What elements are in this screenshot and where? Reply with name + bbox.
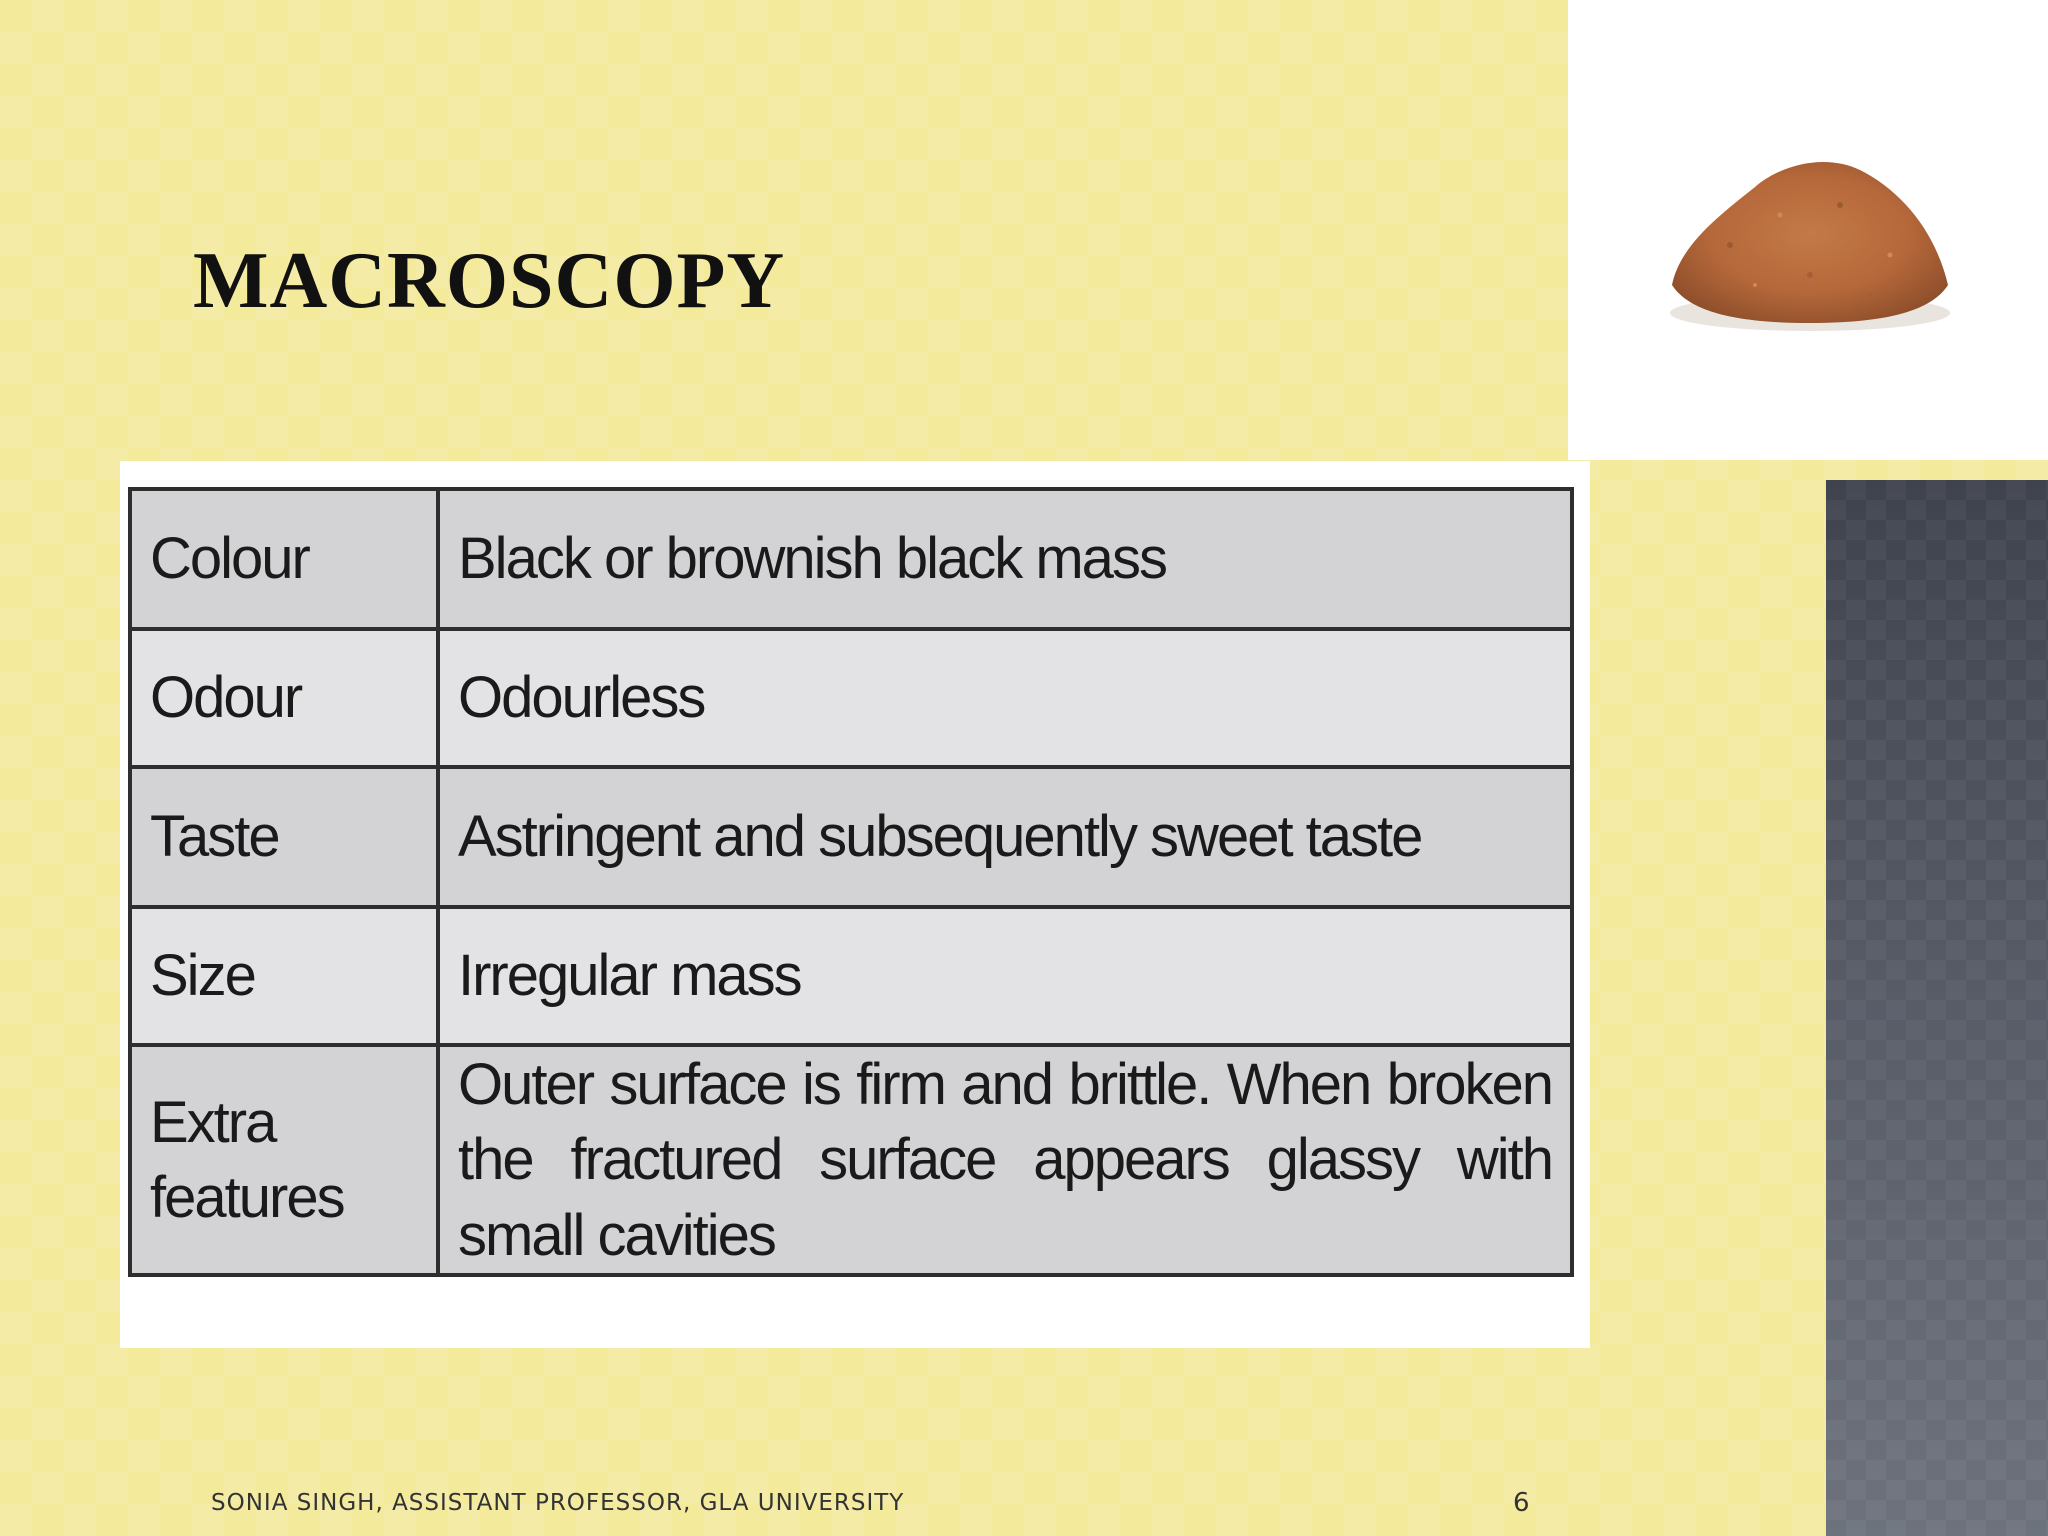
row-label-cell: Size: [130, 907, 438, 1045]
table-row: [130, 907, 1572, 1045]
macroscopy-table: [128, 487, 1574, 1277]
powder-photo-panel: [1568, 0, 2048, 460]
page-number: 6: [1513, 1488, 1530, 1518]
table-row: [130, 767, 1572, 907]
row-label-cell: Extra features: [130, 1045, 438, 1275]
powder-icon: [1660, 135, 1960, 345]
table-row: [130, 1045, 1572, 1275]
row-value-cell: Astringent and subsequently sweet taste: [438, 767, 1572, 907]
row-value-cell: Black or brownish black mass: [438, 489, 1572, 629]
row-value-cell: Irregular mass: [438, 907, 1572, 1045]
side-decoration-strip: [1826, 480, 2048, 1536]
table-row: [130, 489, 1572, 629]
macroscopy-table-frame: [120, 461, 1590, 1348]
row-value-cell: Outer surface is firm and brittle. When broken the fractured surface appears glassy with small cavities: [438, 1045, 1572, 1275]
row-label-cell: Colour: [130, 489, 438, 629]
powder-heap: [1672, 162, 1948, 323]
row-label-cell: Odour: [130, 629, 438, 767]
footer-author: SONIA SINGH, ASSISTANT PROFESSOR, GLA UNIVERSITY: [211, 1490, 905, 1516]
row-label-cell: Taste: [130, 767, 438, 907]
table-row: [130, 629, 1572, 767]
slide-title: MACROSCOPY: [193, 237, 786, 325]
row-value-cell: Odourless: [438, 629, 1572, 767]
